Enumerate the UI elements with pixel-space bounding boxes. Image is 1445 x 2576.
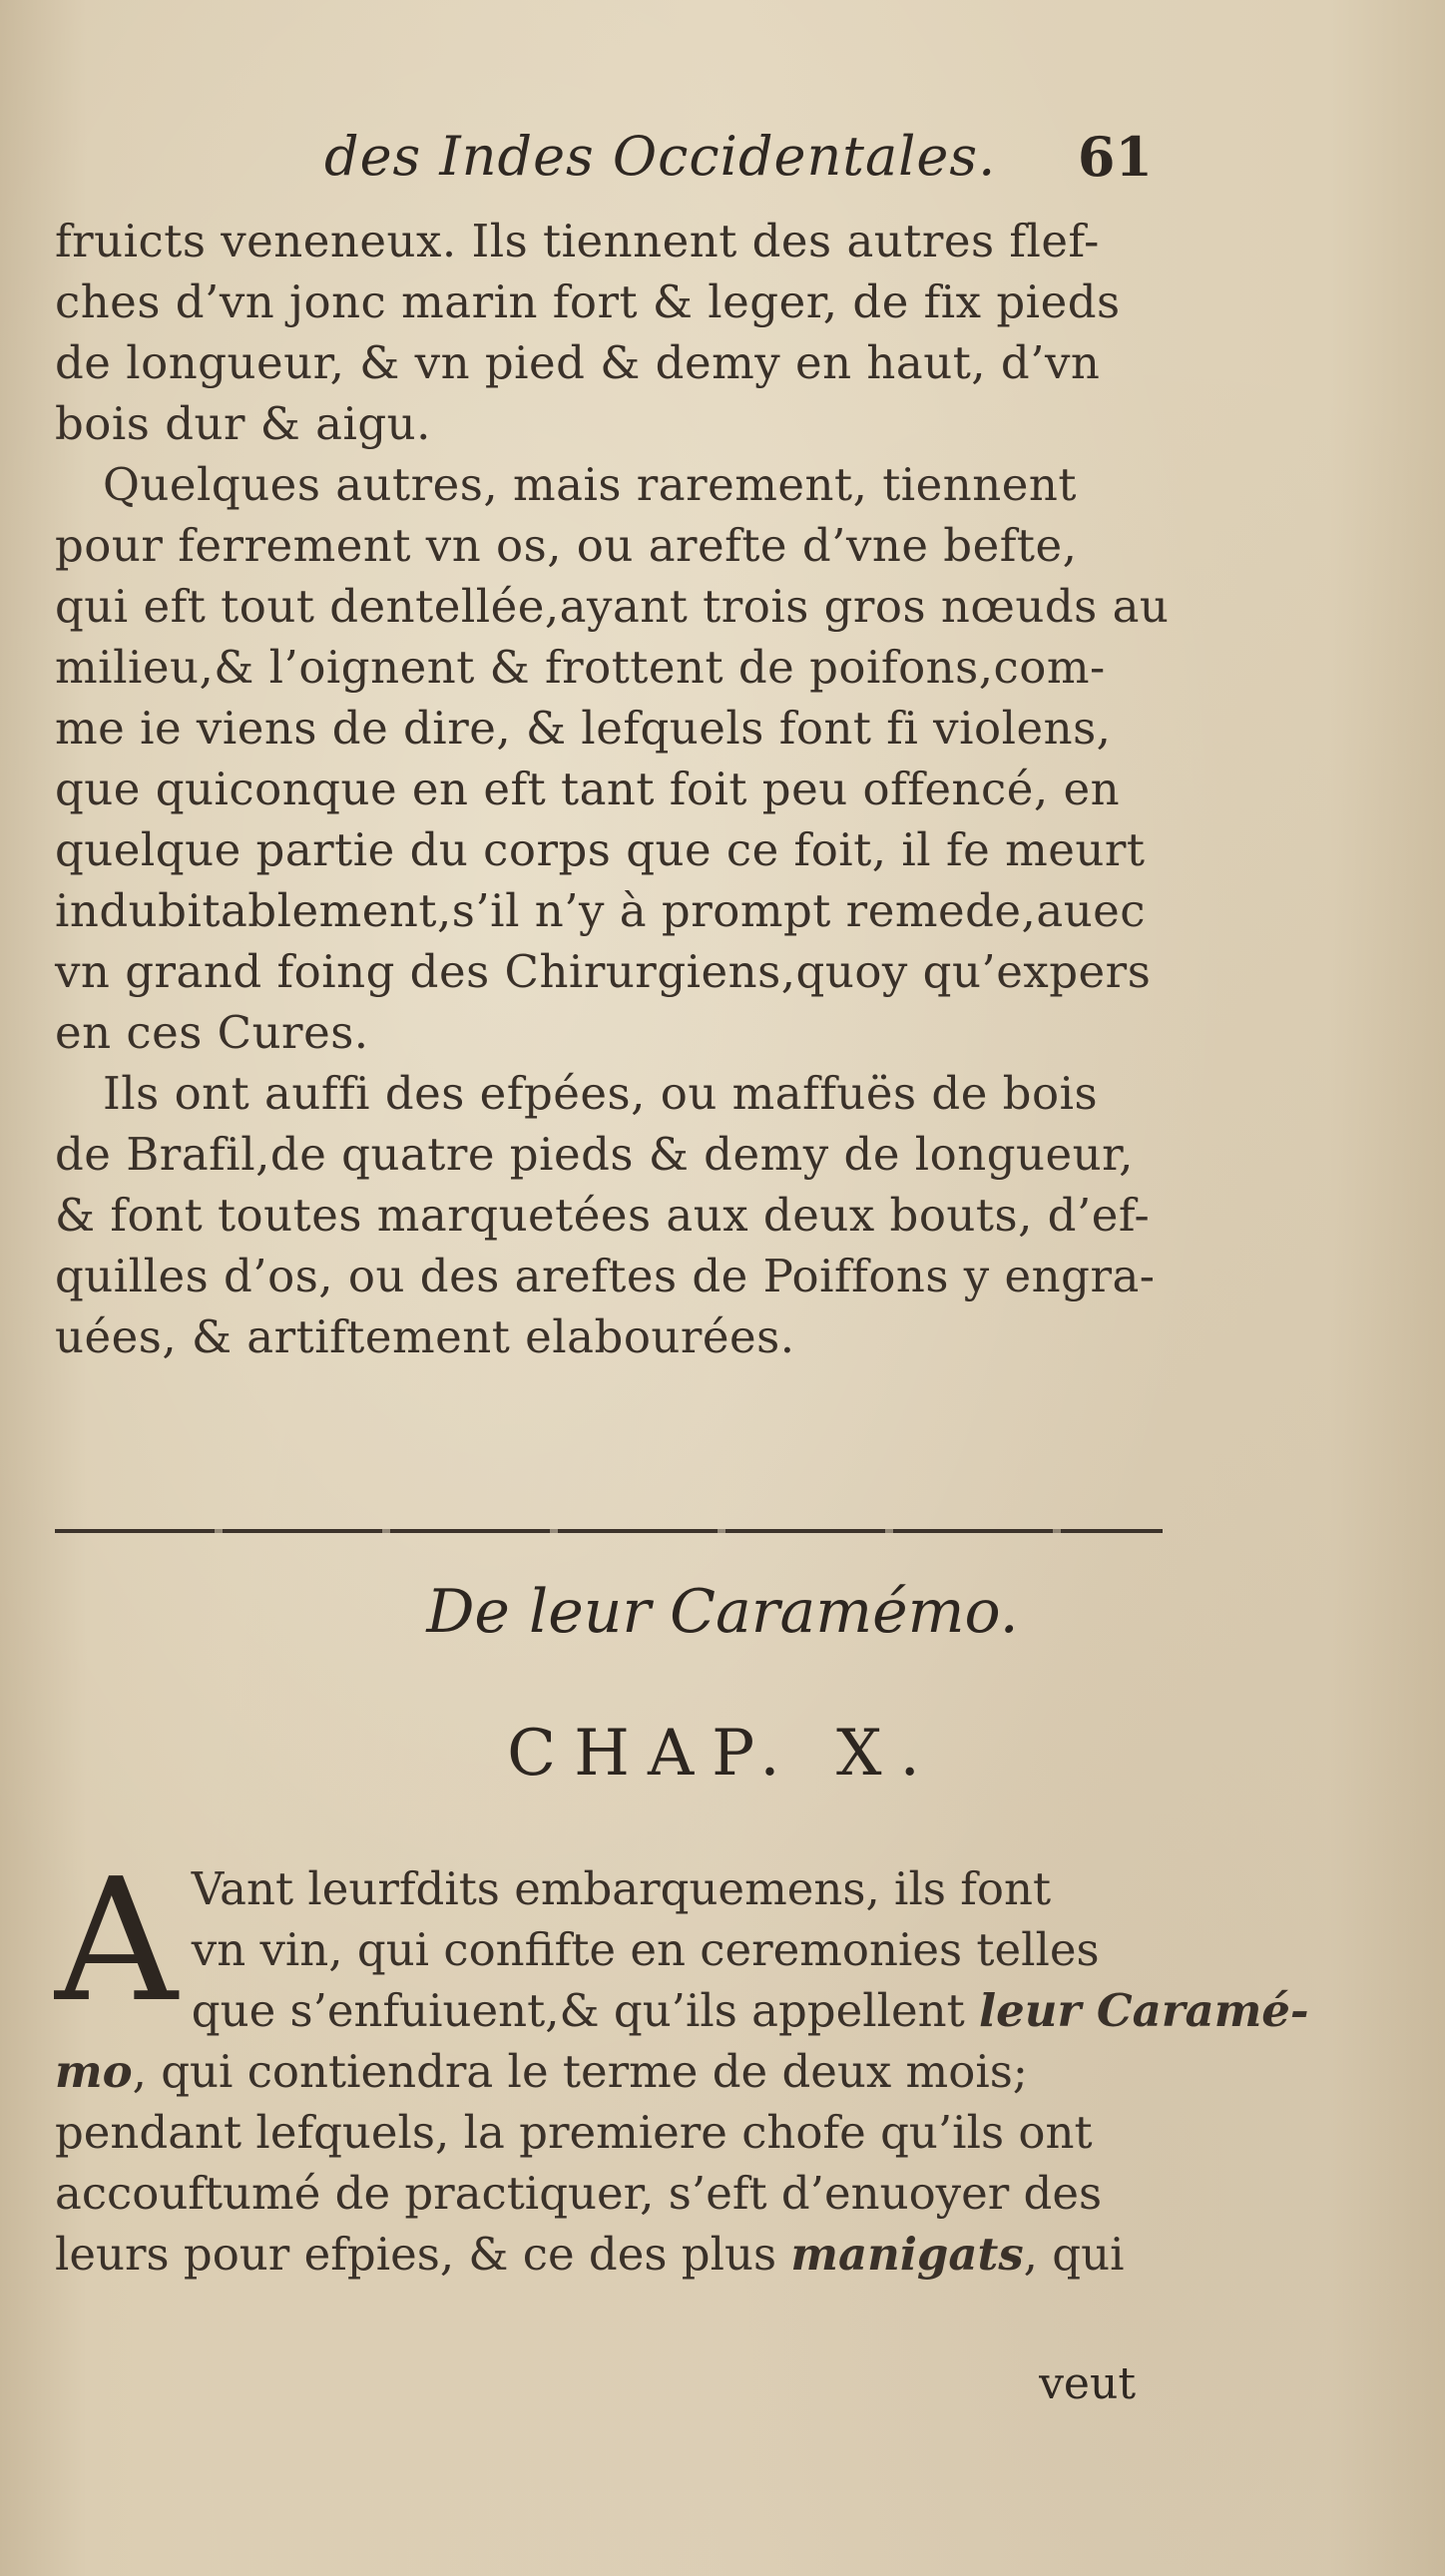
catchword: veut	[1039, 2358, 1136, 2409]
text-line: ches d’vn jonc marin fort & leger, de fix pieds	[55, 275, 1121, 328]
text-segment: leurs pour efpies, & ce des plus	[55, 2228, 791, 2281]
text-line: indubitablement,s’il n’y à prompt remede,auec	[55, 884, 1147, 937]
text-line: que quiconque en eft tant foit peu offencé, en	[55, 763, 1121, 815]
chapter-text	[55, 1842, 1309, 2285]
section-divider	[55, 1529, 1163, 1533]
text-line: de Brafil,de quatre pieds & demy de longueur,	[55, 1128, 1134, 1181]
text-line: qui eft tout dentellée,ayant trois gros nœuds au	[55, 580, 1170, 633]
text-line: Ils ont auffi des efpées, ou maffuës de bois	[103, 1067, 1099, 1120]
text-segment: , qui contiendra le terme de deux mois;	[132, 2045, 1028, 2098]
emphasized-term: manigats	[790, 2228, 1024, 2281]
text-line: uées, & artiftement elabourées.	[55, 1310, 795, 1363]
text-line: milieu,& l’oignent & frottent de poifons,com-	[55, 641, 1106, 694]
text-segment: que s’enfuiuent,& qu’ils appellent	[191, 1984, 980, 2037]
text-line: Quelques autres, mais rarement, tiennent	[103, 458, 1077, 511]
text-line: me ie viens de dire, & lefquels font fi violens,	[55, 702, 1112, 755]
page-number: 61	[1077, 125, 1153, 189]
drop-cap: A	[55, 1842, 178, 2040]
text-line: pendant lefquels, la premiere chofe qu’ils ont	[55, 2106, 1093, 2159]
text-line	[55, 2041, 1163, 2102]
text-line: de longueur, & vn pied & demy en haut, d’vn	[55, 336, 1101, 389]
text-line: accouftumé de practiquer, s’eft d’enuoyer des	[55, 2167, 1103, 2220]
text-line: fruicts veneneux. Ils tiennent des autres flef-	[55, 215, 1100, 267]
emphasized-term: leur Caramé-	[979, 1984, 1309, 2037]
text-line: Vant leurfdits embarquemens, ils font	[191, 1862, 1052, 1915]
text-line: en ces Cures.	[55, 1006, 369, 1059]
text-line	[55, 1980, 1309, 2041]
text-line: bois dur & aigu.	[55, 397, 431, 450]
text-line: quilles d’os, ou des areftes de Poiffons y engra-	[55, 1250, 1156, 1302]
text-line: vn grand foing des Chirurgiens,quoy qu’expers	[55, 945, 1152, 998]
running-title: des Indes Occidentales.	[324, 125, 997, 188]
text-line: quelque partie du corps que ce foit, il fe meurt	[55, 823, 1146, 876]
main-text	[55, 211, 1170, 1367]
emphasized-term: mo	[55, 2045, 133, 2098]
text-segment: , qui	[1023, 2228, 1125, 2281]
page-header	[324, 125, 1153, 205]
text-line: vn vin, qui confifte en ceremonies telles	[191, 1923, 1100, 1976]
chapter-number: CHAP. X.	[507, 1717, 938, 1791]
text-line	[55, 2224, 1163, 2285]
text-line: pour ferrement vn os, ou arefte d’vne befte,	[55, 519, 1078, 572]
chapter-title: De leur Caramémo.	[426, 1577, 1019, 1647]
text-line: & font toutes marquetées aux deux bouts, d’ef-	[55, 1189, 1151, 1242]
